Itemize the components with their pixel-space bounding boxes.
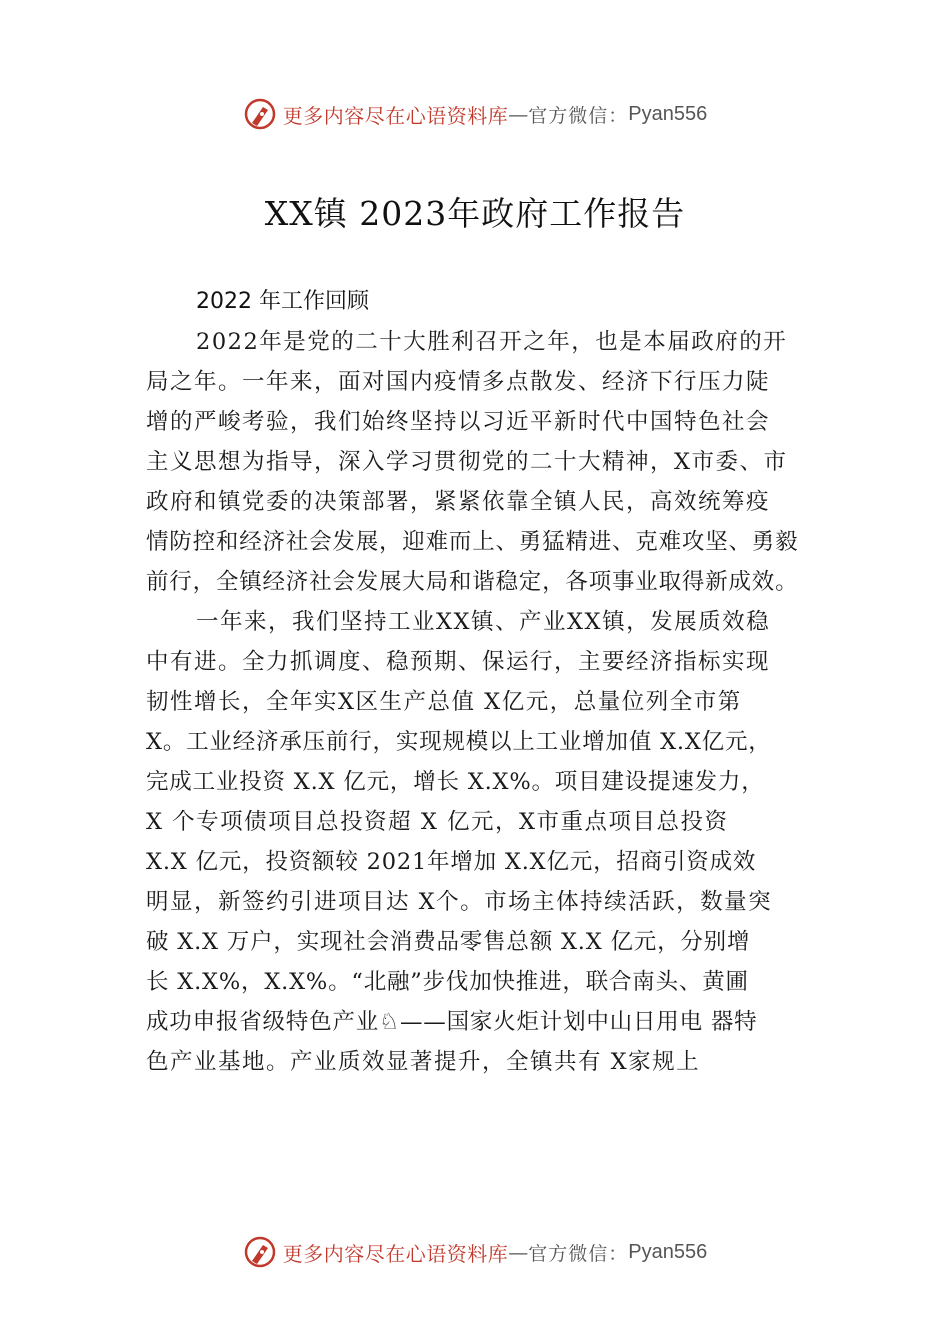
watermark-label: 官方微信： [528,1242,629,1265]
pen-nib-logo-icon [243,97,277,131]
watermark-brand-text: 更多内容尽在心语资料库 [282,103,509,128]
body-line: X 个专项债项目总投资超 X 亿元，X市重点项目总投资 [146,809,729,835]
body-line: 局之年。一年来，面对国内疫情多点散发、经济下行压力陡 [146,369,771,395]
body-line: X.X 亿元，投资额较 2021年增加 X.X亿元，招商引资成效 [146,849,757,875]
body-line: 长 X.X%，X.X%。“北融”步伐加快推进，联合南头、黄圃 [146,969,749,995]
body-line: 色产业基地。产业质效显著提升，全镇共有 X家规上 [146,1049,701,1075]
body-line: 韧性增长，全年实X区生产总值 X亿元，总量位列全市第 [146,689,742,715]
body-line: 完成工业投资 X.X 亿元，增长 X.X%。项目建设提速发力， [146,769,765,795]
body-line: 一年来，我们坚持工业XX镇、产业XX镇，发展质效稳 [196,609,771,635]
body-line: 前行，全镇经济社会发展大局和谐稳定，各项事业取得新成效。 [146,569,799,595]
watermark-header [0,94,950,134]
body-line: 情防控和经济社会发展，迎难而上、勇猛精进、克难攻坚、勇毅 [146,529,799,555]
watermark-wechat-id: Pyan556 [628,1240,708,1263]
document-title: XX镇 2023年政府工作报告 [264,194,686,233]
body-line: X。工业经济承压前行，实现规模以上工业增加值 X.X亿元， [146,729,772,755]
body-line: 中有进。全力抓调度、稳预期、保运行，主要经济指标实现 [146,649,771,675]
document-body [146,322,806,1082]
pen-nib-logo-icon [243,1235,277,1269]
body-line: 增的严峻考验，我们始终坚持以习近平新时代中国特色社会 [146,409,771,435]
watermark-dash: — [508,102,529,126]
section-heading: 2022 年工作回顾 [196,289,369,314]
watermark-label: 官方微信： [528,104,629,127]
body-line: 2022年是党的二十大胜利召开之年，也是本届政府的开 [196,329,788,355]
body-line: 主义思想为指导，深入学习贯彻党的二十大精神，X市委、市 [146,449,788,475]
watermark-footer [0,1232,950,1272]
watermark-wechat-id: Pyan556 [628,102,708,125]
watermark-brand-text: 更多内容尽在心语资料库 [282,1241,509,1266]
body-line: 明显，新签约引进项目达 X个。市场主体持续活跃，数量突 [146,889,773,915]
watermark-dash: — [508,1240,529,1264]
body-line: 政府和镇党委的决策部署，紧紧依靠全镇人民，高效统筹疫 [146,489,771,515]
body-line: 成功申报省级特色产业♘——国家火炬计划中山日用电 器特 [146,1009,758,1035]
body-line: 破 X.X 万户，实现社会消费品零售总额 X.X 亿元，分别增 [146,929,751,955]
